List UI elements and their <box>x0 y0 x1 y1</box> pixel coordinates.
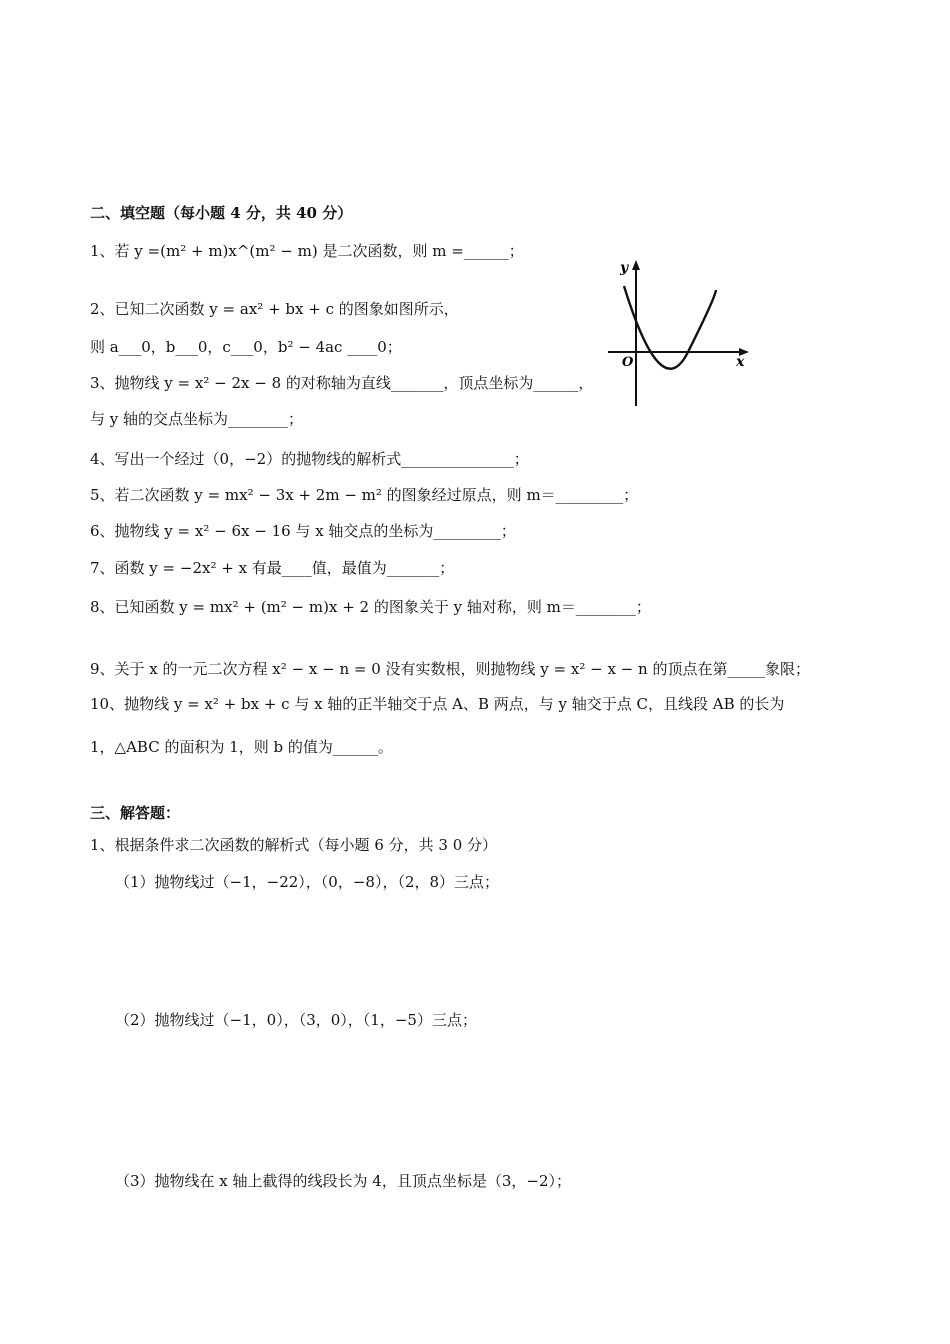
question-4: 4、写出一个经过（0，−2）的抛物线的解析式_______________； <box>90 450 529 468</box>
x-axis-label: x <box>736 354 745 370</box>
question-1: 1、若 y =(m² + m)x^(m² − m) 是二次函数，则 m =______； <box>90 242 524 260</box>
question-2-line2: 则 a___0，b___0，c___0，b² − 4ac ____0； <box>90 338 402 356</box>
origin-label: O <box>622 355 634 370</box>
question-3-line1: 3、抛物线 y = x² − 2x − 8 的对称轴为直线_______，顶点坐标为______， <box>90 374 594 392</box>
question-8: 8、已知函数 y = mx² + (m² − m)x + 2 的图象关于 y 轴对称，则 m＝________； <box>90 598 651 616</box>
question-9: 9、关于 x 的一元二次方程 x² − x − n = 0 没有实数根，则抛物线 y = x² − x − n 的顶点在第_____象限； <box>90 660 810 678</box>
parabola-graph <box>606 256 756 412</box>
question-2-line1: 2、已知二次函数 y = ax² + bx + c 的图象如图所示， <box>90 300 459 318</box>
section3-title: 三、解答题： <box>90 804 181 822</box>
section3-question-1: 1、根据条件求二次函数的解析式（每小题 6 分，共 3 0 分） <box>90 836 498 854</box>
question-5: 5、若二次函数 y = mx² − 3x + 2m − m² 的图象经过原点，则 m＝_________； <box>90 486 639 504</box>
subquestion-3: （3）抛物线在 x 轴上截得的线段长为 4，且顶点坐标是（3，−2）； <box>115 1172 572 1190</box>
y-axis-label: y <box>620 260 629 276</box>
question-7: 7、函数 y = −2x² + x 有最____值，最值为_______； <box>90 559 455 577</box>
subquestion-1: （1）抛物线过（−1，−22），（0，−8），（2，8）三点； <box>115 873 500 891</box>
question-3-line2: 与 y 轴的交点坐标为________； <box>90 410 304 428</box>
question-6: 6、抛物线 y = x² − 6x − 16 与 x 轴交点的坐标为_________； <box>90 522 516 540</box>
subquestion-2: （2）抛物线过（−1，0），（3，0），（1，−5）三点； <box>115 1011 477 1029</box>
question-10-line2: 1，△ABC 的面积为 1，则 b 的值为______。 <box>90 738 393 756</box>
question-10-line1: 10、抛物线 y = x² + bx + c 与 x 轴的正半轴交于点 A、B 两点，与 y 轴交于点 C，且线段 AB 的长为 <box>90 695 785 713</box>
section2-title: 二、填空题（每小题 4 分，共 40 分） <box>90 204 353 222</box>
